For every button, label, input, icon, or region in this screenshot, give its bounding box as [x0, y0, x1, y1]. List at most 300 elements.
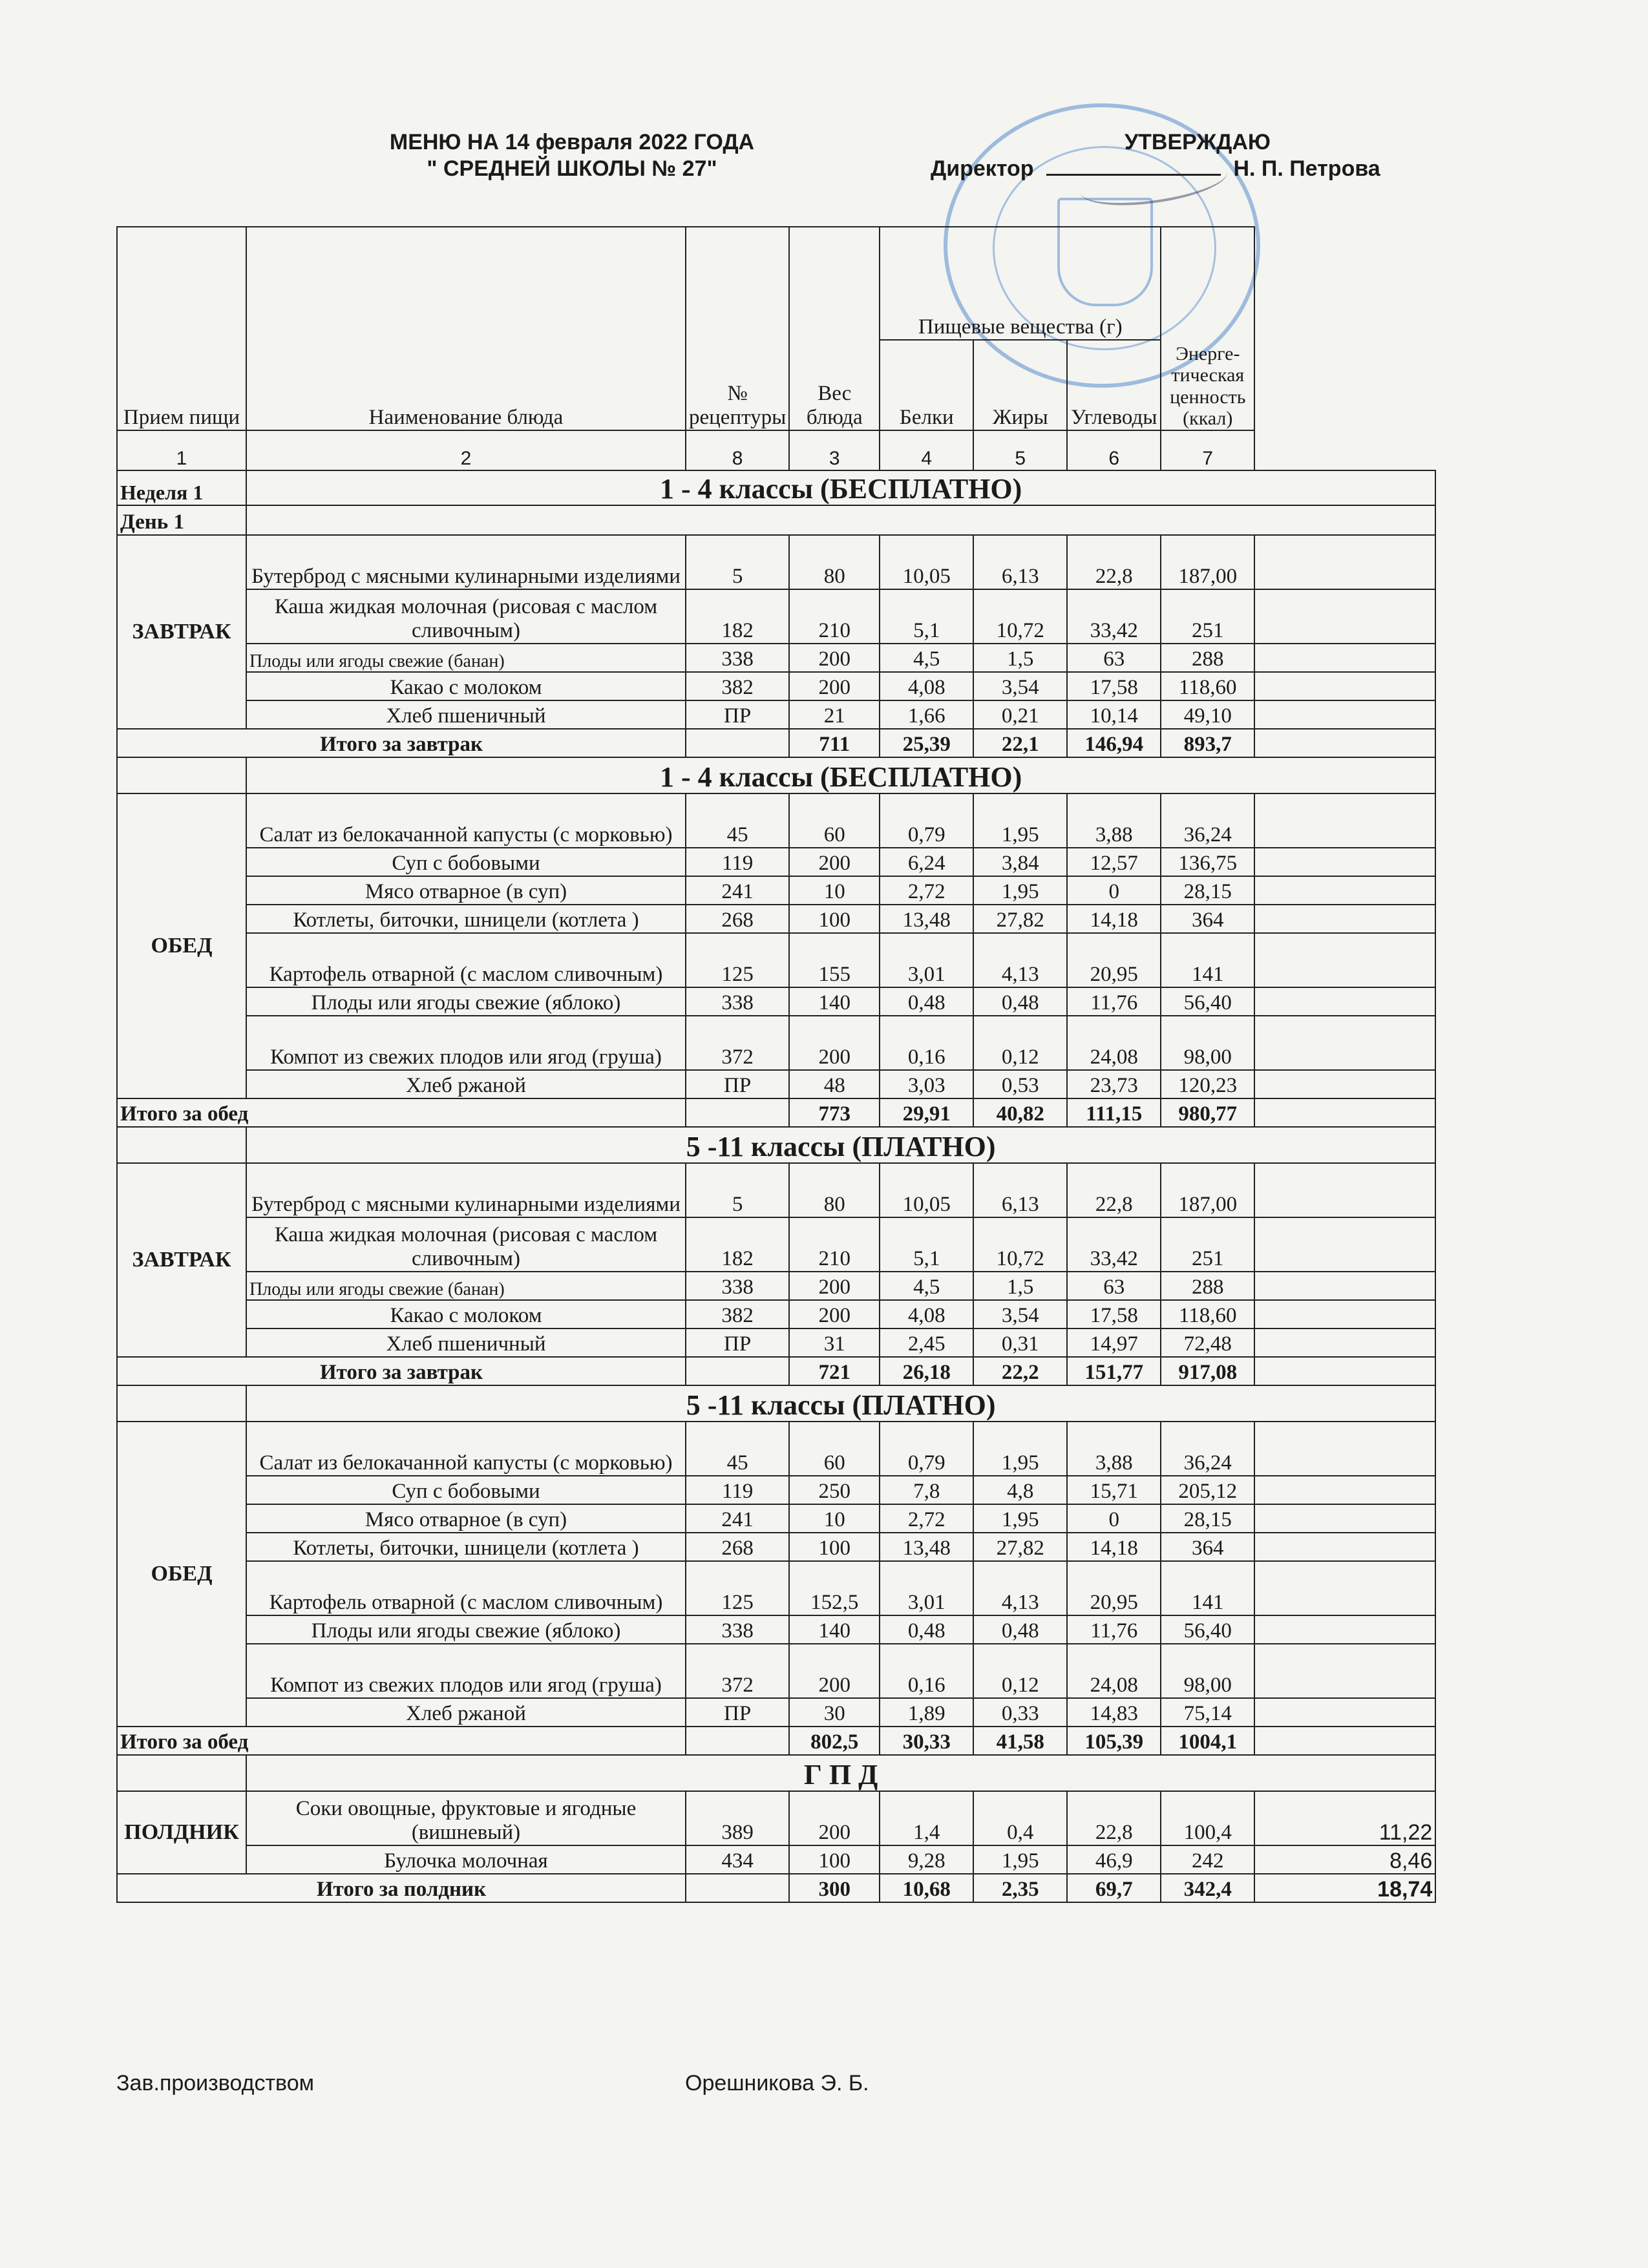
recipe-number: 182 — [686, 589, 789, 644]
energy-value: 187,00 — [1161, 535, 1254, 589]
extra-cell — [1254, 644, 1435, 672]
day-row-blank — [246, 505, 1435, 535]
total-carbs: 111,15 — [1067, 1098, 1161, 1127]
table-row — [117, 1476, 1435, 1504]
table-row — [117, 1272, 1435, 1300]
energy-value: 242 — [1161, 1845, 1254, 1874]
total-price: 18,74 — [1254, 1874, 1435, 1902]
dish-weight: 30 — [789, 1698, 880, 1727]
dish-weight: 200 — [789, 1300, 880, 1328]
recipe-number: 338 — [686, 987, 789, 1016]
extra-cell — [1254, 1016, 1435, 1070]
recipe-number: 389 — [686, 1791, 789, 1845]
fats-value: 6,13 — [973, 535, 1067, 589]
col-proteins: Белки — [880, 340, 973, 430]
meal-label: ОБЕД — [117, 793, 246, 1098]
day-label: День 1 — [117, 505, 246, 535]
extra-cell — [1254, 1217, 1435, 1272]
table-row — [117, 1698, 1435, 1727]
col-num: 5 — [973, 430, 1067, 470]
table-row — [117, 644, 1435, 672]
proteins-value: 3,01 — [880, 1561, 973, 1615]
carbs-value: 24,08 — [1067, 1016, 1161, 1070]
table-row — [117, 876, 1435, 905]
energy-value: 251 — [1161, 589, 1254, 644]
energy-value: 56,40 — [1161, 1615, 1254, 1644]
total-carbs: 105,39 — [1067, 1727, 1161, 1755]
dish-weight: 48 — [789, 1070, 880, 1098]
proteins-value: 10,05 — [880, 535, 973, 589]
dish-weight: 250 — [789, 1476, 880, 1504]
extra-cell — [1254, 1098, 1435, 1127]
recipe-number: ПР — [686, 1698, 789, 1727]
fats-value: 27,82 — [973, 905, 1067, 933]
total-proteins: 10,68 — [880, 1874, 973, 1902]
fats-value: 0,21 — [973, 700, 1067, 729]
dish-weight: 210 — [789, 1217, 880, 1272]
energy-value: 28,15 — [1161, 876, 1254, 905]
fats-value: 1,95 — [973, 1422, 1067, 1476]
blank-cell — [686, 1357, 789, 1385]
dish-weight: 21 — [789, 700, 880, 729]
director-label: Директор — [931, 156, 1034, 181]
dish-name: Плоды или ягоды свежие (яблоко) — [246, 987, 686, 1016]
dish-name: Мясо отварное (в суп) — [246, 1504, 686, 1533]
proteins-value: 7,8 — [880, 1476, 973, 1504]
total-row — [117, 1727, 1435, 1755]
dish-weight: 140 — [789, 1615, 880, 1644]
fats-value: 0,33 — [973, 1698, 1067, 1727]
fats-value: 4,13 — [973, 1561, 1067, 1615]
total-proteins: 26,18 — [880, 1357, 973, 1385]
dish-name: Плоды или ягоды свежие (банан) — [246, 644, 686, 672]
meal-label: ЗАВТРАК — [117, 1163, 246, 1357]
section-row — [117, 757, 1435, 793]
proteins-value: 13,48 — [880, 905, 973, 933]
approve-label: УТВЕРЖДАЮ — [1125, 130, 1271, 154]
carbs-value: 14,18 — [1067, 905, 1161, 933]
proteins-value: 0,48 — [880, 987, 973, 1016]
carbs-value: 23,73 — [1067, 1070, 1161, 1098]
total-proteins: 29,91 — [880, 1098, 973, 1127]
proteins-value: 2,45 — [880, 1328, 973, 1357]
recipe-number: 45 — [686, 793, 789, 848]
proteins-value: 10,05 — [880, 1163, 973, 1217]
col-meal: Прием пищи — [117, 227, 246, 430]
dish-name: Котлеты, биточки, шницели (котлета ) — [246, 1533, 686, 1561]
recipe-number: 338 — [686, 1272, 789, 1300]
extra-cell — [1254, 700, 1435, 729]
proteins-value: 0,16 — [880, 1644, 973, 1698]
dish-name: Бутерброд с мясными кулинарными изделиями — [246, 535, 686, 589]
energy-value: 187,00 — [1161, 1163, 1254, 1217]
dish-name: Булочка молочная — [246, 1845, 686, 1874]
table-row — [117, 1615, 1435, 1644]
dish-name: Салат из белокачанной капусты (с морковью) — [246, 793, 686, 848]
section-title: 5 -11 классы (ПЛАТНО) — [246, 1127, 1435, 1163]
table-row — [117, 1791, 1435, 1845]
section-title: 5 -11 классы (ПЛАТНО) — [246, 1385, 1435, 1422]
carbs-value: 10,14 — [1067, 700, 1161, 729]
price-value: 8,46 — [1254, 1845, 1435, 1874]
dish-weight: 200 — [789, 1016, 880, 1070]
section-row — [117, 1127, 1435, 1163]
section-row — [117, 1755, 1435, 1791]
total-fats: 2,35 — [973, 1874, 1067, 1902]
section-row — [117, 1385, 1435, 1422]
extra-cell — [1254, 1272, 1435, 1300]
extra-cell — [1254, 1300, 1435, 1328]
dish-name: Хлеб пшеничный — [246, 700, 686, 729]
dish-weight: 200 — [789, 672, 880, 700]
dish-weight: 10 — [789, 876, 880, 905]
dish-weight: 80 — [789, 1163, 880, 1217]
lunch-block-2 — [117, 1422, 1435, 1755]
table-row — [117, 1561, 1435, 1615]
carbs-value: 12,57 — [1067, 848, 1161, 876]
extra-cell — [1254, 1357, 1435, 1385]
recipe-number: 372 — [686, 1644, 789, 1698]
col-weight: Вес блюда — [789, 227, 880, 430]
total-label: Итого за обед — [117, 1727, 686, 1755]
proteins-value: 4,5 — [880, 644, 973, 672]
section-title: 1 - 4 классы (БЕСПЛАТНО) — [246, 757, 1435, 793]
total-energy: 893,7 — [1161, 729, 1254, 757]
footer-name: Орешникова Э. Б. — [685, 2071, 869, 2095]
breakfast-block-2 — [117, 1163, 1435, 1385]
energy-value: 36,24 — [1161, 793, 1254, 848]
carbs-value: 17,58 — [1067, 1300, 1161, 1328]
dish-name: Компот из свежих плодов или ягод (груша) — [246, 1016, 686, 1070]
total-carbs: 151,77 — [1067, 1357, 1161, 1385]
approval-block — [931, 129, 1409, 182]
table-row — [117, 1422, 1435, 1476]
recipe-number: 382 — [686, 672, 789, 700]
energy-value: 364 — [1161, 1533, 1254, 1561]
fats-value: 0,4 — [973, 1791, 1067, 1845]
fats-value: 1,5 — [973, 644, 1067, 672]
extra-cell — [1254, 1615, 1435, 1644]
extra-cell — [1254, 876, 1435, 905]
energy-value: 49,10 — [1161, 700, 1254, 729]
recipe-number: 338 — [686, 644, 789, 672]
table-row — [117, 933, 1435, 987]
dish-name: Бутерброд с мясными кулинарными изделиями — [246, 1163, 686, 1217]
energy-value: 100,4 — [1161, 1791, 1254, 1845]
fats-value: 1,95 — [973, 1845, 1067, 1874]
proteins-value: 0,79 — [880, 793, 973, 848]
table-row — [117, 1070, 1435, 1098]
col-num: 8 — [686, 430, 789, 470]
fats-value: 3,54 — [973, 672, 1067, 700]
dish-name: Каша жидкая молочная (рисовая с маслом сливочным) — [246, 589, 686, 644]
blank-cell — [686, 729, 789, 757]
table-row — [117, 1845, 1435, 1874]
table-row — [117, 1533, 1435, 1561]
carbs-value: 11,76 — [1067, 987, 1161, 1016]
table-row — [117, 1016, 1435, 1070]
dish-weight: 31 — [789, 1328, 880, 1357]
total-weight: 711 — [789, 729, 880, 757]
day-row — [117, 505, 1435, 535]
dish-weight: 200 — [789, 1644, 880, 1698]
total-row — [117, 1874, 1435, 1902]
proteins-value: 13,48 — [880, 1533, 973, 1561]
energy-value: 141 — [1161, 1561, 1254, 1615]
extra-cell — [1254, 933, 1435, 987]
fats-value: 10,72 — [973, 1217, 1067, 1272]
total-label: Итого за полдник — [117, 1874, 686, 1902]
proteins-value: 0,16 — [880, 1016, 973, 1070]
col-energy: Энерге-тическая ценность (ккал) — [1161, 227, 1254, 430]
dish-name: Суп с бобовыми — [246, 848, 686, 876]
table-row — [117, 987, 1435, 1016]
dish-name: Салат из белокачанной капусты (с морковью) — [246, 1422, 686, 1476]
total-weight: 802,5 — [789, 1727, 880, 1755]
meal-label: ОБЕД — [117, 1422, 246, 1727]
energy-value: 120,23 — [1161, 1070, 1254, 1098]
energy-value: 118,60 — [1161, 1300, 1254, 1328]
total-carbs: 69,7 — [1067, 1874, 1161, 1902]
energy-value: 72,48 — [1161, 1328, 1254, 1357]
proteins-value: 2,72 — [880, 1504, 973, 1533]
total-fats: 41,58 — [973, 1727, 1067, 1755]
extra-cell — [1254, 1644, 1435, 1698]
table-row — [117, 848, 1435, 876]
extra-column — [1254, 227, 1435, 470]
carbs-value: 14,83 — [1067, 1698, 1161, 1727]
blank-cell — [686, 1727, 789, 1755]
price-value: 11,22 — [1254, 1791, 1435, 1845]
dish-weight: 60 — [789, 793, 880, 848]
recipe-number: 241 — [686, 1504, 789, 1533]
fats-value: 1,95 — [973, 1504, 1067, 1533]
carbs-value: 24,08 — [1067, 1644, 1161, 1698]
recipe-number: 125 — [686, 933, 789, 987]
proteins-value: 9,28 — [880, 1845, 973, 1874]
fats-value: 3,84 — [973, 848, 1067, 876]
dish-name: Хлеб пшеничный — [246, 1328, 686, 1357]
proteins-value: 1,89 — [880, 1698, 973, 1727]
recipe-number: 382 — [686, 1300, 789, 1328]
carbs-value: 0 — [1067, 876, 1161, 905]
fats-value: 4,8 — [973, 1476, 1067, 1504]
total-row — [117, 1357, 1435, 1385]
extra-cell — [1254, 589, 1435, 644]
energy-value: 364 — [1161, 905, 1254, 933]
carbs-value: 33,42 — [1067, 589, 1161, 644]
dish-name: Котлеты, биточки, шницели (котлета ) — [246, 905, 686, 933]
total-label: Итого за обед — [117, 1098, 686, 1127]
dish-name: Суп с бобовыми — [246, 1476, 686, 1504]
energy-value: 205,12 — [1161, 1476, 1254, 1504]
total-weight: 300 — [789, 1874, 880, 1902]
energy-value: 251 — [1161, 1217, 1254, 1272]
proteins-value: 6,24 — [880, 848, 973, 876]
col-dish: Наименование блюда — [246, 227, 686, 430]
col-num: 2 — [246, 430, 686, 470]
col-num: 7 — [1161, 430, 1254, 470]
extra-cell — [1254, 1561, 1435, 1615]
signature-line — [1046, 174, 1221, 176]
col-num: 6 — [1067, 430, 1161, 470]
proteins-value: 5,1 — [880, 589, 973, 644]
extra-cell — [1254, 672, 1435, 700]
carbs-value: 20,95 — [1067, 1561, 1161, 1615]
recipe-number: 5 — [686, 1163, 789, 1217]
dish-name: Плоды или ягоды свежие (яблоко) — [246, 1615, 686, 1644]
table-row — [117, 905, 1435, 933]
proteins-value: 4,5 — [880, 1272, 973, 1300]
table-row — [117, 793, 1435, 848]
col-num: 3 — [789, 430, 880, 470]
fats-value: 0,48 — [973, 987, 1067, 1016]
total-row — [117, 1098, 1435, 1127]
carbs-value: 14,97 — [1067, 1328, 1161, 1357]
extra-cell — [1254, 1070, 1435, 1098]
fats-value: 0,48 — [973, 1615, 1067, 1644]
total-carbs: 146,94 — [1067, 729, 1161, 757]
director-name: Н. П. Петрова — [1233, 156, 1380, 181]
recipe-number: 125 — [686, 1561, 789, 1615]
extra-cell — [1254, 535, 1435, 589]
section-row — [117, 470, 1435, 505]
energy-value: 28,15 — [1161, 1504, 1254, 1533]
total-weight: 773 — [789, 1098, 880, 1127]
proteins-value: 1,4 — [880, 1791, 973, 1845]
dish-weight: 100 — [789, 1533, 880, 1561]
table-row — [117, 1644, 1435, 1698]
dish-weight: 100 — [789, 905, 880, 933]
carbs-value: 33,42 — [1067, 1217, 1161, 1272]
dish-weight: 152,5 — [789, 1561, 880, 1615]
table-row — [117, 700, 1435, 729]
extra-cell — [1254, 1476, 1435, 1504]
blank-cell — [686, 1098, 789, 1127]
column-numbers-row — [117, 430, 1435, 470]
energy-value: 36,24 — [1161, 1422, 1254, 1476]
table-row — [117, 535, 1435, 589]
total-proteins: 25,39 — [880, 729, 973, 757]
dish-name: Картофель отварной (с маслом сливочным) — [246, 1561, 686, 1615]
recipe-number: 45 — [686, 1422, 789, 1476]
fats-value: 27,82 — [973, 1533, 1067, 1561]
col-num: 4 — [880, 430, 973, 470]
extra-cell — [1254, 1533, 1435, 1561]
dish-weight: 200 — [789, 644, 880, 672]
energy-value: 288 — [1161, 644, 1254, 672]
dish-weight: 80 — [789, 535, 880, 589]
energy-value: 136,75 — [1161, 848, 1254, 876]
col-nutrients: Пищевые вещества (г) — [880, 227, 1161, 340]
fats-value: 1,95 — [973, 876, 1067, 905]
total-row — [117, 729, 1435, 757]
title-line-2: " СРЕДНЕЙ ШКОЛЫ № 27" — [427, 156, 717, 181]
col-recipe: № рецептуры — [686, 227, 789, 430]
total-proteins: 30,33 — [880, 1727, 973, 1755]
carbs-value: 11,76 — [1067, 1615, 1161, 1644]
carbs-value: 22,8 — [1067, 535, 1161, 589]
dish-name: Каша жидкая молочная (рисовая с маслом сливочным) — [246, 1217, 686, 1272]
dish-name: Плоды или ягоды свежие (банан) — [246, 1272, 686, 1300]
table-row — [117, 1163, 1435, 1217]
carbs-value: 63 — [1067, 1272, 1161, 1300]
dish-weight: 100 — [789, 1845, 880, 1874]
fats-value: 1,95 — [973, 793, 1067, 848]
snack-block — [117, 1791, 1435, 1902]
dish-name: Компот из свежих плодов или ягод (груша) — [246, 1644, 686, 1698]
recipe-number: 5 — [686, 535, 789, 589]
total-label: Итого за завтрак — [117, 729, 686, 757]
breakfast-block-1 — [117, 535, 1435, 757]
col-num: 1 — [117, 430, 246, 470]
proteins-value: 2,72 — [880, 876, 973, 905]
recipe-number: ПР — [686, 700, 789, 729]
menu-table — [116, 226, 1436, 1903]
section-title: Г П Д — [246, 1755, 1435, 1791]
dish-weight: 60 — [789, 1422, 880, 1476]
proteins-value: 1,66 — [880, 700, 973, 729]
dish-weight: 140 — [789, 987, 880, 1016]
total-label: Итого за завтрак — [117, 1357, 686, 1385]
fats-value: 6,13 — [973, 1163, 1067, 1217]
table-row — [117, 672, 1435, 700]
carbs-value: 22,8 — [1067, 1163, 1161, 1217]
dish-name: Какао с молоком — [246, 1300, 686, 1328]
dish-name: Мясо отварное (в суп) — [246, 876, 686, 905]
menu-title — [349, 129, 795, 182]
recipe-number: 434 — [686, 1845, 789, 1874]
carbs-value: 63 — [1067, 644, 1161, 672]
extra-cell — [1254, 1727, 1435, 1755]
proteins-value: 3,01 — [880, 933, 973, 987]
dish-weight: 200 — [789, 1791, 880, 1845]
carbs-value: 46,9 — [1067, 1845, 1161, 1874]
recipe-number: 268 — [686, 905, 789, 933]
recipe-number: 268 — [686, 1533, 789, 1561]
col-carbs: Углеводы — [1067, 340, 1161, 430]
energy-value: 98,00 — [1161, 1016, 1254, 1070]
total-energy: 342,4 — [1161, 1874, 1254, 1902]
carbs-value: 14,18 — [1067, 1533, 1161, 1561]
proteins-value: 5,1 — [880, 1217, 973, 1272]
extra-cell — [1254, 793, 1435, 848]
extra-cell — [1254, 1422, 1435, 1476]
extra-cell — [1254, 1698, 1435, 1727]
extra-cell — [1254, 1328, 1435, 1357]
recipe-number: 182 — [686, 1217, 789, 1272]
fats-value: 0,53 — [973, 1070, 1067, 1098]
proteins-value: 0,79 — [880, 1422, 973, 1476]
table-row — [117, 1504, 1435, 1533]
dish-weight: 200 — [789, 848, 880, 876]
meal-label: ЗАВТРАК — [117, 535, 246, 729]
blank-cell — [686, 1874, 789, 1902]
fats-value: 3,54 — [973, 1300, 1067, 1328]
fats-value: 0,12 — [973, 1644, 1067, 1698]
table-row — [117, 1217, 1435, 1272]
proteins-value: 0,48 — [880, 1615, 973, 1644]
total-fats: 22,2 — [973, 1357, 1067, 1385]
fats-value: 0,12 — [973, 1016, 1067, 1070]
table-row — [117, 1328, 1435, 1357]
dish-weight: 210 — [789, 589, 880, 644]
col-fats: Жиры — [973, 340, 1067, 430]
title-line-1: МЕНЮ НА 14 февраля 2022 ГОДА — [389, 130, 755, 154]
recipe-number: 372 — [686, 1016, 789, 1070]
dish-name: Хлеб ржаной — [246, 1698, 686, 1727]
dish-weight: 200 — [789, 1272, 880, 1300]
